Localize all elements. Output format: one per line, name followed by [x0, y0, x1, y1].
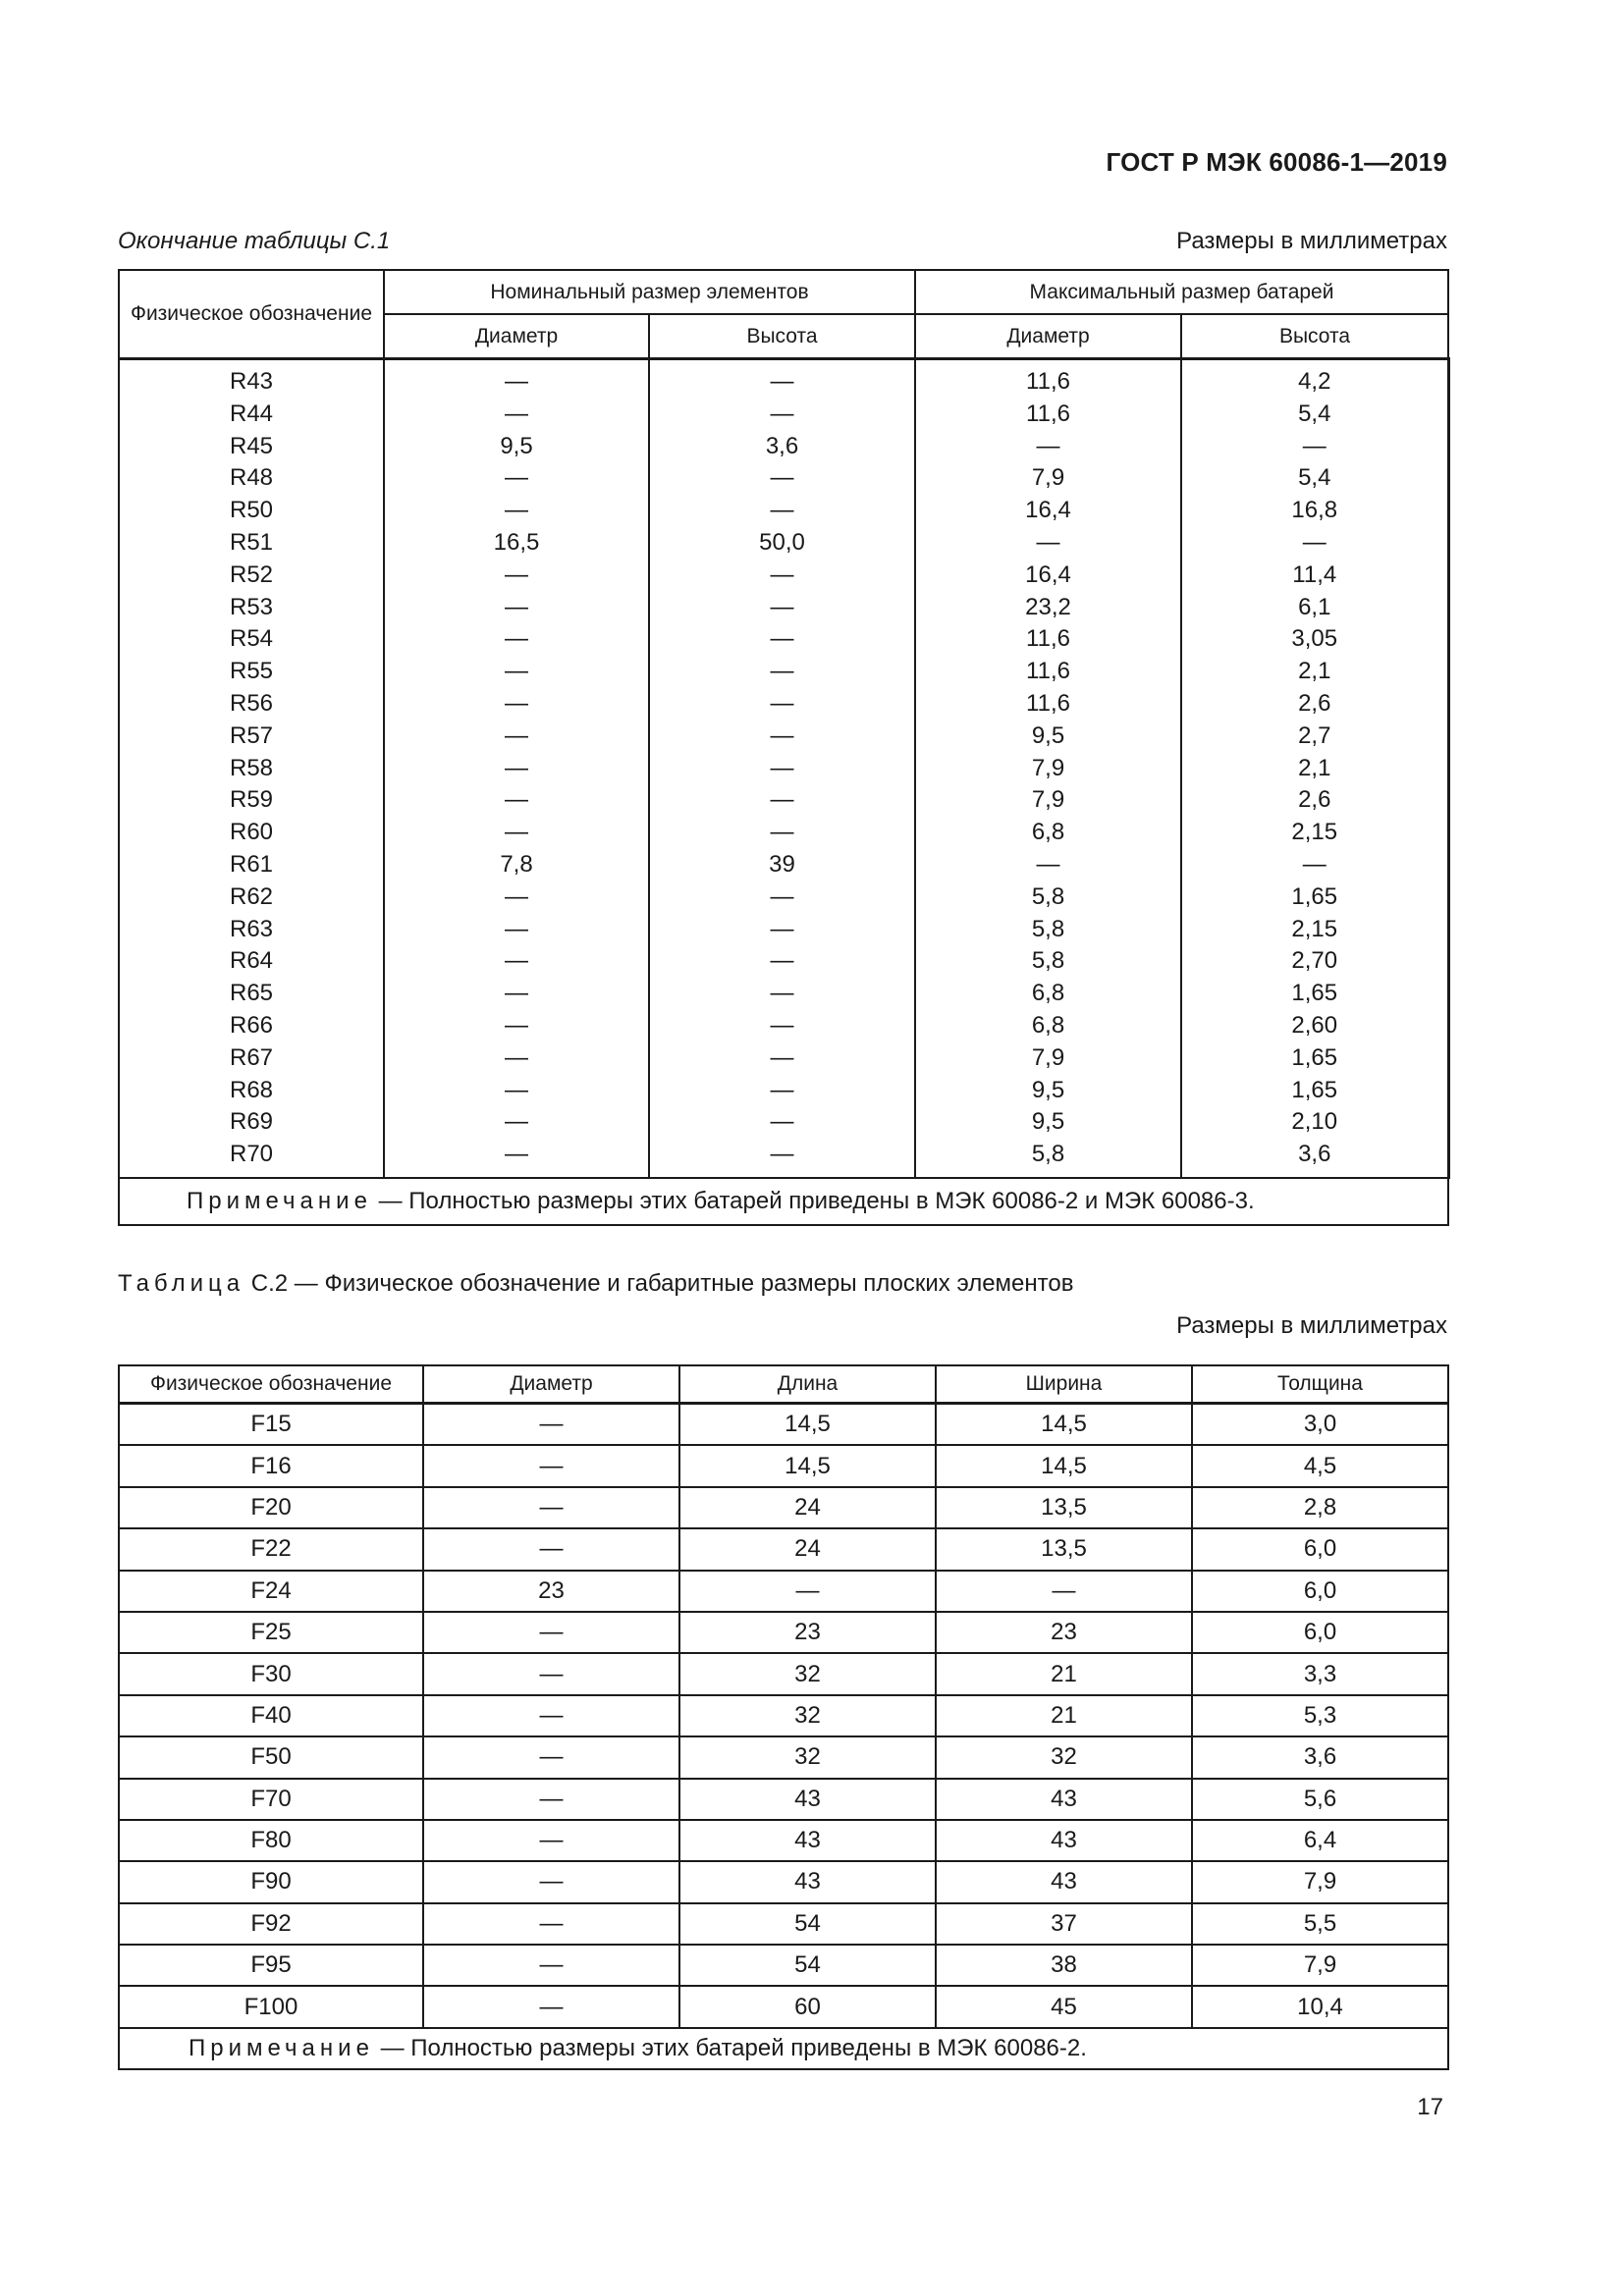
table-cell: 3,0 [1192, 1404, 1448, 1446]
table-cell: 24 [679, 1487, 936, 1528]
table-cell: F92 [119, 1903, 423, 1945]
table-cell: — [649, 1139, 915, 1178]
table-cell: — [384, 1010, 649, 1042]
table-cell: R68 [119, 1075, 384, 1107]
table-cell: 5,6 [1192, 1779, 1448, 1820]
table-cell: 6,0 [1192, 1571, 1448, 1612]
table-cell: 6,1 [1181, 592, 1448, 624]
table-cell: 32 [679, 1653, 936, 1694]
table-cell: 4,2 [1181, 359, 1448, 399]
table-cell: R55 [119, 656, 384, 688]
table2-header-cell: Длина [679, 1365, 936, 1404]
table-cell: F90 [119, 1861, 423, 1902]
table-row [119, 849, 1448, 881]
table-row [119, 817, 1448, 849]
table-cell: — [649, 817, 915, 849]
table-cell: 2,70 [1181, 945, 1448, 978]
table-cell: 1,65 [1181, 1075, 1448, 1107]
table-cell: 23 [936, 1612, 1192, 1653]
table-cell: 2,7 [1181, 721, 1448, 753]
table-cell: R43 [119, 359, 384, 399]
table-row [119, 656, 1448, 688]
table-cell: F30 [119, 1653, 423, 1694]
table-cell: 5,8 [915, 945, 1181, 978]
table-cell: 5,5 [1192, 1903, 1448, 1945]
table-cell: R53 [119, 592, 384, 624]
table-cell: 9,5 [915, 1106, 1181, 1139]
table1-header-max-diameter: Диаметр [915, 314, 1181, 359]
table-cell: F25 [119, 1612, 423, 1653]
table-cell: 9,5 [384, 431, 649, 463]
table-cell: 43 [679, 1861, 936, 1902]
table-cell: — [384, 784, 649, 817]
table-cell: — [1181, 527, 1448, 560]
table-cell: 21 [936, 1653, 1192, 1694]
table-cell: 16,4 [915, 560, 1181, 592]
table-cell: — [915, 527, 1181, 560]
table1-note: Примечание — Полностью размеры этих батарей приведены в МЭК 60086-2 и МЭК 60086-3. [119, 1178, 1448, 1225]
table-cell: 43 [936, 1820, 1192, 1861]
table-cell: — [649, 592, 915, 624]
table-row [119, 1571, 1448, 1612]
table-row [119, 1695, 1448, 1736]
table-row [119, 527, 1448, 560]
table-cell: — [384, 1075, 649, 1107]
table-cell: — [423, 1903, 679, 1945]
table-cell: 11,6 [915, 359, 1181, 399]
table-cell: R51 [119, 527, 384, 560]
table-cell: R63 [119, 914, 384, 946]
table-cell: 5,8 [915, 914, 1181, 946]
table-c1 [118, 269, 1450, 1226]
table-cell: 54 [679, 1945, 936, 1986]
table-cell: — [1181, 849, 1448, 881]
table-cell: 3,6 [649, 431, 915, 463]
table-cell: — [1181, 431, 1448, 463]
table-cell: 9,5 [915, 1075, 1181, 1107]
table-row [119, 431, 1448, 463]
table-row [119, 1106, 1448, 1139]
table-cell: F24 [119, 1571, 423, 1612]
table-cell: 14,5 [679, 1445, 936, 1486]
table2-note-row [119, 2028, 1448, 2069]
table-cell: — [384, 1139, 649, 1178]
table-row [119, 399, 1448, 431]
table-cell: 23 [679, 1612, 936, 1653]
table-cell: 7,9 [1192, 1945, 1448, 1986]
table-cell: — [649, 1010, 915, 1042]
table-cell: — [423, 1820, 679, 1861]
table-cell: 43 [679, 1820, 936, 1861]
table-row [119, 688, 1448, 721]
table-cell: 6,0 [1192, 1612, 1448, 1653]
table-cell: R56 [119, 688, 384, 721]
table-row [119, 1404, 1448, 1446]
table-cell: F22 [119, 1528, 423, 1570]
table-cell: 1,65 [1181, 881, 1448, 914]
table-row [119, 914, 1448, 946]
page-number: 17 [1417, 2094, 1443, 2120]
table-cell: 38 [936, 1945, 1192, 1986]
table-cell: — [423, 1861, 679, 1902]
table-cell: R50 [119, 495, 384, 527]
table-cell: — [649, 753, 915, 785]
table2-note: Примечание — Полностью размеры этих батарей приведены в МЭК 60086-2. [119, 2028, 1448, 2069]
table-cell: 7,9 [915, 753, 1181, 785]
table-cell: 7,9 [1192, 1861, 1448, 1902]
table-cell: 39 [649, 849, 915, 881]
table-cell: — [423, 1736, 679, 1778]
table-cell: 32 [936, 1736, 1192, 1778]
table-cell: 11,6 [915, 688, 1181, 721]
table-cell: 6,8 [915, 1010, 1181, 1042]
table-cell: — [423, 1653, 679, 1694]
table-cell: R65 [119, 978, 384, 1010]
table-cell: F15 [119, 1404, 423, 1446]
table-cell: R66 [119, 1010, 384, 1042]
table-cell: — [423, 1945, 679, 1986]
table-cell: F16 [119, 1445, 423, 1486]
table-cell: — [649, 399, 915, 431]
table-cell: 5,8 [915, 881, 1181, 914]
table-cell: R62 [119, 881, 384, 914]
table-cell: — [649, 914, 915, 946]
table-cell: 24 [679, 1528, 936, 1570]
table-row [119, 1861, 1448, 1902]
table-cell: 16,4 [915, 495, 1181, 527]
table1-caption: Окончание таблицы С.1 [118, 228, 391, 254]
table-row [119, 753, 1448, 785]
table-cell: R67 [119, 1042, 384, 1075]
table2-header-cell: Физическое обозначение [119, 1365, 423, 1404]
table-cell: 5,8 [915, 1139, 1181, 1178]
table-row [119, 592, 1448, 624]
table-row [119, 1010, 1448, 1042]
table-cell: 23 [423, 1571, 679, 1612]
table-cell: — [649, 688, 915, 721]
table-cell: 5,4 [1181, 462, 1448, 495]
table-cell: 11,6 [915, 399, 1181, 431]
table-row [119, 1820, 1448, 1861]
table-cell: — [423, 1404, 679, 1446]
table-cell: — [649, 623, 915, 656]
table-cell: — [384, 817, 649, 849]
table-row [119, 1528, 1448, 1570]
table-cell: 7,9 [915, 462, 1181, 495]
table-cell: 5,4 [1181, 399, 1448, 431]
table-cell: 2,15 [1181, 914, 1448, 946]
table-row [119, 1903, 1448, 1945]
table-cell: 1,65 [1181, 978, 1448, 1010]
table-cell: — [649, 881, 915, 914]
table-cell: 14,5 [679, 1404, 936, 1446]
table1-header-nominal: Номинальный размер элементов [384, 270, 915, 314]
document-code: ГОСТ Р МЭК 60086-1—2019 [1106, 147, 1447, 177]
table-cell: R70 [119, 1139, 384, 1178]
table-cell: 6,8 [915, 817, 1181, 849]
table-cell: — [384, 359, 649, 399]
table-row [119, 1075, 1448, 1107]
table-cell: — [384, 914, 649, 946]
table-cell: F80 [119, 1820, 423, 1861]
table-cell: 43 [936, 1861, 1192, 1902]
table-cell: 2,15 [1181, 817, 1448, 849]
table-row [119, 1779, 1448, 1820]
table-row [119, 1487, 1448, 1528]
table-row [119, 881, 1448, 914]
table-cell: R64 [119, 945, 384, 978]
table-cell: — [649, 978, 915, 1010]
table-cell: — [423, 1986, 679, 2027]
table-row [119, 784, 1448, 817]
table-row [119, 721, 1448, 753]
table-cell: — [649, 721, 915, 753]
table-cell: — [384, 592, 649, 624]
table-row [119, 1445, 1448, 1486]
table2-header-cell: Ширина [936, 1365, 1192, 1404]
table-cell: 14,5 [936, 1404, 1192, 1446]
table-cell: — [423, 1612, 679, 1653]
table2-header-cell: Диаметр [423, 1365, 679, 1404]
table-cell: 7,8 [384, 849, 649, 881]
table-cell: — [384, 721, 649, 753]
table-cell: 3,6 [1181, 1139, 1448, 1178]
table-cell: 3,3 [1192, 1653, 1448, 1694]
table-cell: F40 [119, 1695, 423, 1736]
table-cell: 6,0 [1192, 1528, 1448, 1570]
table-cell: — [384, 945, 649, 978]
table1-header-nominal-diameter: Диаметр [384, 314, 649, 359]
table-cell: — [423, 1487, 679, 1528]
table-cell: 3,05 [1181, 623, 1448, 656]
table-cell: F100 [119, 1986, 423, 2027]
table-cell: — [649, 784, 915, 817]
table-cell: R69 [119, 1106, 384, 1139]
table-cell: 6,4 [1192, 1820, 1448, 1861]
table-cell: 7,9 [915, 784, 1181, 817]
table-cell: 45 [936, 1986, 1192, 2027]
table2-title: Таблица С.2 — Физическое обозначение и габаритные размеры плоских элементов [118, 1270, 1074, 1297]
table-cell: R57 [119, 721, 384, 753]
table-row [119, 1945, 1448, 1986]
table-row [119, 1736, 1448, 1778]
table-cell: 16,8 [1181, 495, 1448, 527]
table-cell: 50,0 [649, 527, 915, 560]
table-row [119, 1986, 1448, 2027]
table-row [119, 623, 1448, 656]
table-cell: 13,5 [936, 1528, 1192, 1570]
table-cell: 11,4 [1181, 560, 1448, 592]
table-row [119, 1139, 1448, 1178]
table-cell: — [649, 1075, 915, 1107]
table-cell: — [649, 462, 915, 495]
table-cell: 2,6 [1181, 784, 1448, 817]
table-cell: — [423, 1528, 679, 1570]
table1-header-row-1 [119, 270, 1448, 314]
table-cell: 14,5 [936, 1445, 1192, 1486]
table-cell: 7,9 [915, 1042, 1181, 1075]
table-cell: — [423, 1695, 679, 1736]
table-cell: 32 [679, 1695, 936, 1736]
table-cell: — [649, 945, 915, 978]
table-cell: — [384, 495, 649, 527]
table-cell: 21 [936, 1695, 1192, 1736]
table-row [119, 462, 1448, 495]
table-cell: — [649, 1106, 915, 1139]
table-cell: R52 [119, 560, 384, 592]
table-cell: 10,4 [1192, 1986, 1448, 2027]
table-cell: — [649, 359, 915, 399]
table-cell: R61 [119, 849, 384, 881]
table-cell: 6,8 [915, 978, 1181, 1010]
table-cell: 2,10 [1181, 1106, 1448, 1139]
table-cell: 2,1 [1181, 753, 1448, 785]
table1-units: Размеры в миллиметрах [1176, 228, 1447, 254]
table2-header-cell: Толщина [1192, 1365, 1448, 1404]
table1-header-max-height: Высота [1181, 314, 1448, 359]
table-c2 [118, 1364, 1449, 2070]
table-cell: F50 [119, 1736, 423, 1778]
table-cell: 1,65 [1181, 1042, 1448, 1075]
table-cell: — [649, 656, 915, 688]
table-cell: — [649, 495, 915, 527]
table-cell: 43 [936, 1779, 1192, 1820]
table-cell: R44 [119, 399, 384, 431]
table-cell: — [384, 688, 649, 721]
table1-caption-row [118, 228, 1447, 255]
table-cell: 4,5 [1192, 1445, 1448, 1486]
table-cell: R48 [119, 462, 384, 495]
table-cell: 16,5 [384, 527, 649, 560]
table-cell: 32 [679, 1736, 936, 1778]
table-cell: 54 [679, 1903, 936, 1945]
table2-header-row [119, 1365, 1448, 1404]
table-cell: — [384, 462, 649, 495]
table-cell: 2,1 [1181, 656, 1448, 688]
table-cell: — [423, 1445, 679, 1486]
table1-note-row [119, 1178, 1448, 1225]
table-cell: R54 [119, 623, 384, 656]
table1-header-physical: Физическое обозначение [119, 270, 384, 359]
table-cell: 13,5 [936, 1487, 1192, 1528]
table-cell: — [384, 656, 649, 688]
table-row [119, 359, 1448, 399]
table-cell: — [649, 560, 915, 592]
table-row [119, 1042, 1448, 1075]
table-cell: — [649, 1042, 915, 1075]
table-cell: 9,5 [915, 721, 1181, 753]
table-cell: 11,6 [915, 623, 1181, 656]
table-cell: — [384, 1106, 649, 1139]
table-cell: 2,6 [1181, 688, 1448, 721]
table-cell: R58 [119, 753, 384, 785]
table-cell: 60 [679, 1986, 936, 2027]
table-cell: 2,60 [1181, 1010, 1448, 1042]
table-cell: 23,2 [915, 592, 1181, 624]
table1-body [119, 359, 1448, 1178]
table-cell: R45 [119, 431, 384, 463]
table-cell: — [384, 623, 649, 656]
table-cell: 5,3 [1192, 1695, 1448, 1736]
table-cell: — [423, 1779, 679, 1820]
table-row [119, 1653, 1448, 1694]
table-row [119, 560, 1448, 592]
table-cell: — [915, 849, 1181, 881]
table-cell: 43 [679, 1779, 936, 1820]
table1-header-nominal-height: Высота [649, 314, 915, 359]
table-cell: 3,6 [1192, 1736, 1448, 1778]
table-cell: — [384, 399, 649, 431]
table-cell: — [384, 753, 649, 785]
table-cell: F20 [119, 1487, 423, 1528]
table-cell: — [936, 1571, 1192, 1612]
table-row [119, 1612, 1448, 1653]
table-cell: — [915, 431, 1181, 463]
table-cell: 11,6 [915, 656, 1181, 688]
table-row [119, 978, 1448, 1010]
table-cell: 37 [936, 1903, 1192, 1945]
table-row [119, 945, 1448, 978]
table2-body [119, 1404, 1448, 2028]
table-cell: R59 [119, 784, 384, 817]
table-cell: F70 [119, 1779, 423, 1820]
table-cell: — [384, 1042, 649, 1075]
table-cell: — [679, 1571, 936, 1612]
table-cell: — [384, 978, 649, 1010]
table-row [119, 495, 1448, 527]
table2-units: Размеры в миллиметрах [1176, 1312, 1447, 1339]
table1-header-max: Максимальный размер батарей [915, 270, 1448, 314]
table-cell: — [384, 560, 649, 592]
table-cell: F95 [119, 1945, 423, 1986]
table-cell: — [384, 881, 649, 914]
table-cell: R60 [119, 817, 384, 849]
table-cell: 2,8 [1192, 1487, 1448, 1528]
